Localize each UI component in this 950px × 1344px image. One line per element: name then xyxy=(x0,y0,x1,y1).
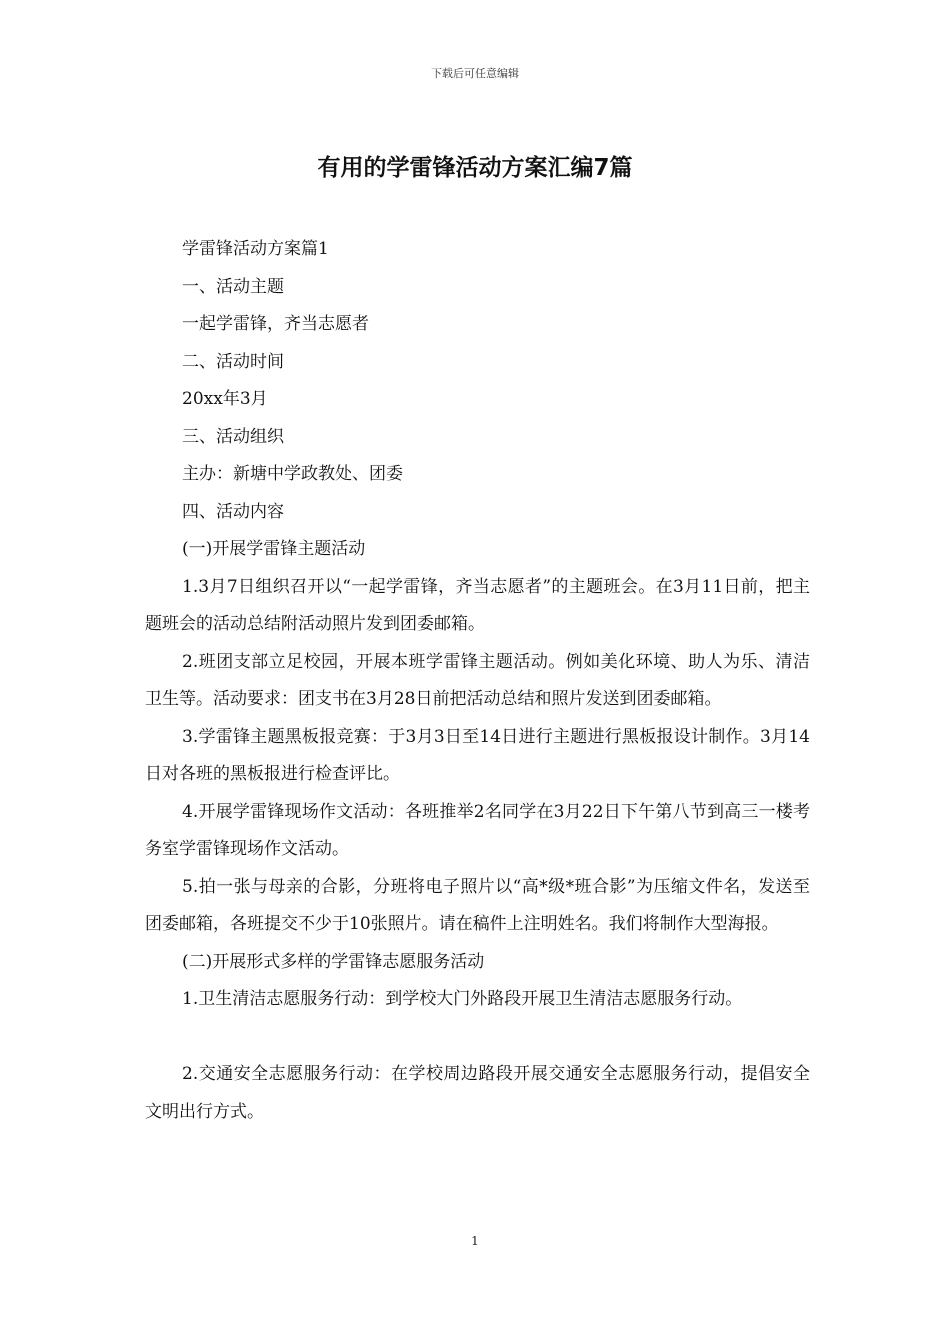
sub-heading: (二)开展形式多样的学雷锋志愿服务活动 xyxy=(182,951,485,972)
paragraph: 2.交通安全志愿服务行动：在学校周边路段开展交通安全志愿服务行动，提倡安全文明出行方式。 xyxy=(145,1064,810,1122)
item-heading: 一、活动主题 xyxy=(182,276,285,297)
section-heading: 学雷锋活动方案篇1 xyxy=(182,239,329,259)
item-heading: 三、活动组织 xyxy=(182,426,285,447)
item-heading: 四、活动内容 xyxy=(182,501,285,522)
page-header: 下载后可任意编辑 xyxy=(431,67,519,80)
paragraph: 主办：新塘中学政教处、团委 xyxy=(182,464,404,484)
paragraph: 1.卫生清洁志愿服务行动：到学校大门外路段开展卫生清洁志愿服务行动。 xyxy=(182,989,743,1009)
document-body xyxy=(145,231,810,1131)
page-number: 1 xyxy=(471,1234,479,1248)
item-heading: 二、活动时间 xyxy=(182,351,285,372)
paragraph: 3.学雷锋主题黑板报竞赛：于3月3日至14日进行主题进行黑板报设计制作。3月14日对各班的黑板报进行检查评比。 xyxy=(145,726,810,784)
paragraph: 5.拍一张与母亲的合影，分班将电子照片以“高*级*班合影”为压缩文件名，发送至团委邮箱，各班提交不少于10张照片。请在稿件上注明姓名。我们将制作大型海报。 xyxy=(145,876,810,934)
document-title: 有用的学雷锋活动方案汇编7篇 xyxy=(317,155,633,181)
sub-heading: (一)开展学雷锋主题活动 xyxy=(182,539,366,559)
paragraph: 4.开展学雷锋现场作文活动：各班推举2名同学在3月22日下午第八节到高三一楼考务室学雷锋现场作文活动。 xyxy=(145,801,810,859)
paragraph: 一起学雷锋，齐当志愿者 xyxy=(182,314,370,334)
paragraph: 2.班团支部立足校园，开展本班学雷锋主题活动。例如美化环境、助人为乐、清洁卫生等。活动要求：团支书在3月28日前把活动总结和照片发送到团委邮箱。 xyxy=(145,651,810,709)
paragraph: 20xx年3月 xyxy=(182,389,268,409)
paragraph: 1.3月7日组织召开以“一起学雷锋，齐当志愿者”的主题班会。在3月11日前，把主题班会的活动总结附活动照片发到团委邮箱。 xyxy=(145,576,810,634)
